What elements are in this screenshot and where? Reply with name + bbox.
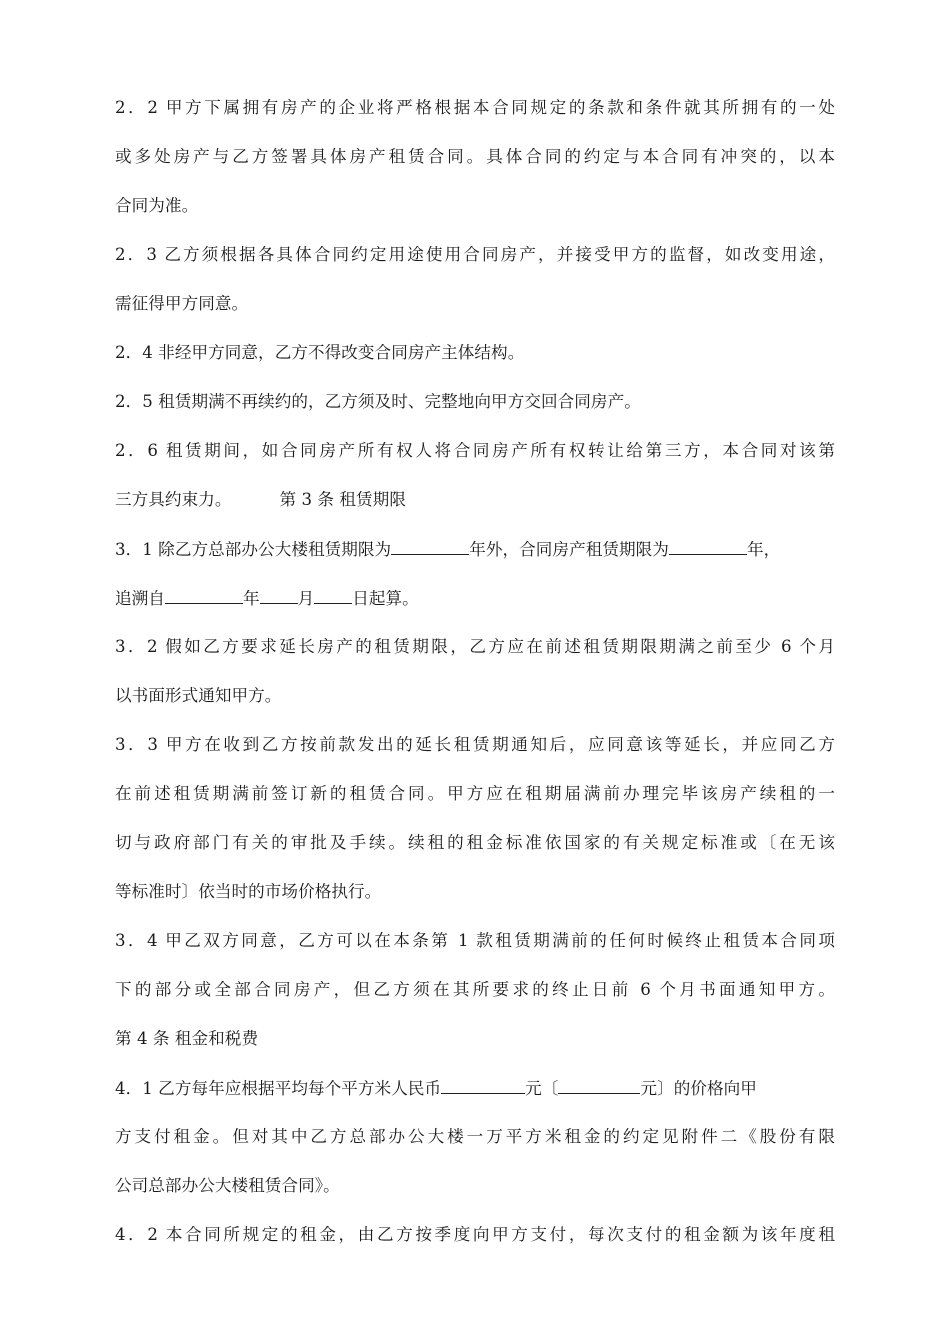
paragraph-line: 3．3 甲方在收到乙方按前款发出的延长租赁期通知后，应同意该等延长，并应同乙方	[115, 735, 835, 754]
paragraph-line: 2．2 甲方下属拥有房产的企业将严格根据本合同规定的条款和条件就其所拥有的一处	[115, 98, 835, 117]
paragraph-text: 月	[297, 589, 315, 608]
paragraph-text: 4．1 乙方每年应根据平均每个平方米人民币	[115, 1079, 442, 1098]
paragraph-text: 追溯自	[115, 589, 165, 608]
paragraph-line-with-blanks	[115, 1076, 835, 1100]
paragraph-line: 下的部分或全部合同房产，但乙方须在其所要求的终止日前 6 个月书面通知甲方。	[115, 980, 835, 999]
paragraph-line: 切与政府部门有关的审批及手续。续租的租金标准依国家的有关规定标准或〔在无该	[115, 833, 835, 852]
fill-in-blank[interactable]	[165, 586, 243, 604]
paragraph-line: 2．4 非经甲方同意，乙方不得改变合同房产主体结构。	[115, 343, 525, 362]
paragraph-line: 2．3 乙方须根据各具体合同约定用途使用合同房产，并接受甲方的监督，如改变用途，	[115, 245, 835, 264]
paragraph-line-with-blanks	[115, 586, 835, 610]
paragraph-text: 元〔	[525, 1079, 559, 1098]
paragraph-line: 公司总部办公大楼租赁合同》。	[115, 1176, 340, 1195]
document-body	[115, 96, 835, 1272]
paragraph-line: 以书面形式通知甲方。	[115, 686, 282, 705]
paragraph-line: 在前述租赁期满前签订新的租赁合同。甲方应在租期届满前办理完毕该房产续租的一	[115, 784, 835, 803]
paragraph-text: 日起算。	[352, 589, 419, 608]
paragraph-line: 3．4 甲乙双方同意，乙方可以在本条第 1 款租赁期满前的任何时候终止租赁本合同项	[115, 931, 835, 950]
fill-in-blank[interactable]	[441, 1076, 525, 1094]
fill-in-blank[interactable]	[314, 586, 352, 604]
paragraph-line: 等标准时〕依当时的市场价格执行。	[115, 882, 382, 901]
paragraph-text: 元〕的价格向甲	[640, 1079, 757, 1098]
fill-in-blank[interactable]	[669, 537, 747, 555]
paragraph-line: 2．6 租赁期间，如合同房产所有权人将合同房产所有权转让给第三方，本合同对该第	[115, 441, 835, 460]
paragraph-line: 需征得甲方同意。	[115, 294, 249, 313]
paragraph-line: 4．2 本合同所规定的租金，由乙方按季度向甲方支付，每次支付的租金额为该年度租	[115, 1225, 835, 1244]
paragraph-line: 3．2 假如乙方要求延长房产的租赁期限，乙方应在前述租赁期限期满之前至少 6 个月	[115, 637, 835, 656]
fill-in-blank[interactable]	[391, 537, 469, 555]
paragraph-text: 年，	[746, 540, 781, 559]
paragraph-line: 合同为准。	[115, 196, 199, 215]
paragraph-text: 年外，合同房产租赁期限为	[469, 540, 669, 559]
paragraph-text: 3．1 除乙方总部办公大楼租赁期限为	[115, 540, 392, 559]
fill-in-blank[interactable]	[558, 1076, 640, 1094]
article-heading: 第 4 条 租金和税费	[115, 1029, 259, 1048]
article-heading: 第 3 条 租赁期限	[279, 490, 406, 509]
fill-in-blank[interactable]	[260, 586, 298, 604]
paragraph-line-with-heading	[115, 488, 835, 512]
paragraph-text: 三方具约束力。	[115, 490, 232, 509]
paragraph-line: 或多处房产与乙方签署具体房产租赁合同。具体合同的约定与本合同有冲突的，以本	[115, 147, 835, 166]
paragraph-text: 年	[242, 589, 260, 608]
paragraph-line: 2．5 租赁期满不再续约的，乙方须及时、完整地向甲方交回合同房产。	[115, 392, 641, 411]
paragraph-line-with-blanks	[115, 537, 835, 561]
paragraph-line: 方支付租金。但对其中乙方总部办公大楼一万平方米租金的约定见附件二《股份有限	[115, 1127, 835, 1146]
